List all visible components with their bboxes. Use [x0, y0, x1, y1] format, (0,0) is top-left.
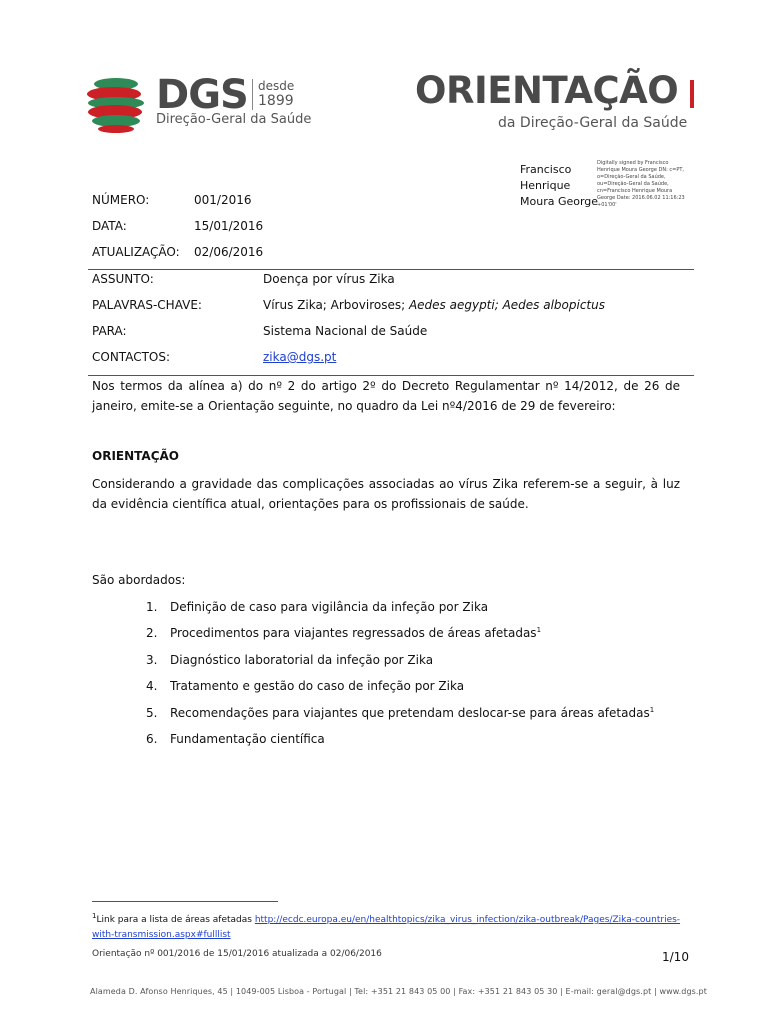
intro-paragraph: Nos termos da alínea a) do nº 2 do artigo 2º do Decreto Regulamentar nº 14/2012, de 26 de janeiro, emite-se a Orientação seguinte, no quadro da Lei nº4/2016 de 29 de fevereiro:	[92, 379, 680, 413]
list-item-text: Tratamento e gestão do caso de infeção por Zika	[170, 679, 465, 693]
doc-reference: Orientação nº 001/2016 de 15/01/2016 atualizada a 02/06/2016	[92, 949, 382, 959]
section-heading: ORIENTAÇÃO	[92, 449, 179, 463]
list-item	[170, 653, 433, 667]
list-item	[170, 600, 488, 614]
palavras-chave-label: PALAVRAS-CHAVE:	[92, 298, 202, 312]
footnote-marker: 1	[92, 912, 97, 920]
atualizacao-label: ATUALIZAÇÃO:	[92, 245, 180, 259]
list-item	[170, 626, 541, 640]
palavras-chave-value	[263, 298, 605, 312]
data-value: 15/01/2016	[194, 219, 264, 233]
para-label: PARA:	[92, 324, 127, 338]
signature-details: Digitally signed by Francisco Henrique Moura George DN: c=PT, o=Direção-Geral da Saúde, ou=Direção-Geral da Saúde, cn=Francisco Henrique Moura George Date: 2016.06.02 11:16:23 +01'00'	[597, 160, 685, 208]
dgs-logo-icon	[86, 74, 146, 134]
since-year: 1899	[258, 93, 294, 109]
org-full-name: Direção-Geral da Saúde	[156, 112, 312, 127]
footnote-ref: 1	[536, 626, 542, 634]
footnote-ref: 1	[649, 706, 655, 714]
list-item-text: Diagnóstico laboratorial da infeção por Zika	[170, 653, 434, 667]
since-word: desde	[258, 79, 295, 93]
list-item-number: 2.	[146, 626, 158, 640]
accent-bar	[690, 80, 694, 108]
doc-subtitle: da Direção-Geral da Saúde	[498, 115, 688, 131]
assunto-value: Doença por vírus Zika	[263, 272, 395, 286]
data-label: DATA:	[92, 219, 127, 233]
list-item-text: Recomendações para viajantes que pretendam deslocar-se para áreas afetadas	[170, 706, 650, 720]
list-item-number: 3.	[146, 653, 158, 667]
para-value: Sistema Nacional de Saúde	[263, 324, 428, 338]
signature-name-line: Moura George	[520, 195, 599, 208]
footnote-link[interactable]: http://ecdc.europa.eu/en/healthtopics/zika_virus_infection/zika-outbreak/Pages/Zika-countries-with-transmission.aspx#fulllist	[92, 915, 681, 940]
assunto-label: ASSUNTO:	[92, 272, 154, 286]
list-item-number: 1.	[146, 600, 158, 614]
org-since	[252, 79, 295, 110]
list-item-number: 6.	[146, 732, 158, 746]
list-item-text: Definição de caso para vigilância da infeção por Zika	[170, 600, 489, 614]
org-name: DGS	[156, 72, 248, 118]
keywords-italic: Aedes aegypti; Aedes albopictus	[408, 298, 605, 312]
list-item	[170, 679, 464, 693]
list-item-number: 4.	[146, 679, 158, 693]
list-item	[170, 732, 325, 746]
footnote-text: Link para a lista de áreas afetadas	[96, 915, 255, 925]
footnote	[92, 909, 682, 943]
atualizacao-value: 02/06/2016	[194, 245, 264, 259]
numero-label: NÚMERO:	[92, 193, 150, 207]
keywords-plain: Vírus Zika; Arboviroses;	[263, 298, 409, 312]
footnote-divider	[92, 901, 278, 902]
contactos-label: CONTACTOS:	[92, 350, 171, 364]
footer-address: Alameda D. Afonso Henriques, 45 | 1049-005 Lisboa - Portugal | Tel: +351 21 843 05 00 | Fax: +351 21 843 05 30 | E-mail: geral@dgs.pt | www.dgs.pt	[90, 987, 707, 996]
list-item-text: Procedimentos para viajantes regressados de áreas afetadas	[170, 626, 537, 640]
doc-type-title: ORIENTAÇÃO	[415, 69, 679, 112]
numero-value: 001/2016	[194, 193, 252, 207]
list-intro: São abordados:	[92, 573, 186, 587]
signature-name-line: Francisco	[520, 163, 572, 176]
list-item	[170, 706, 654, 720]
signature-name-line: Henrique	[520, 179, 571, 192]
list-item-number: 5.	[146, 706, 158, 720]
list-item-text: Fundamentação científica	[170, 732, 325, 746]
body-paragraph: Considerando a gravidade das complicações associadas ao vírus Zika referem-se a seguir, à luz da evidência científica atual, orientações para os profissionais de saúde.	[92, 477, 680, 511]
contact-email-link[interactable]: zika@dgs.pt	[263, 350, 337, 364]
signature-name	[520, 162, 600, 210]
divider	[88, 269, 694, 270]
page-number: 1/10	[662, 950, 689, 964]
